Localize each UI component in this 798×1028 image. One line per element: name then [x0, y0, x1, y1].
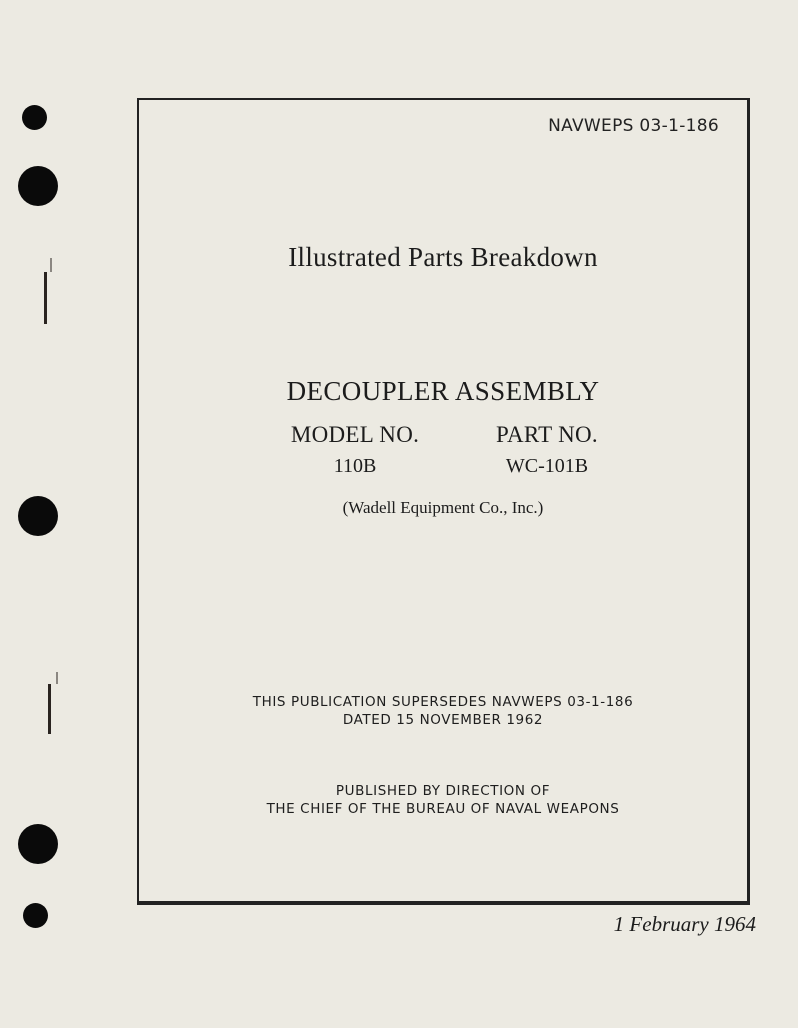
binder-hole-3: [18, 496, 58, 536]
part-number-header: PART NO.: [495, 422, 598, 447]
manufacturer-name: (Wadell Equipment Co., Inc.): [342, 498, 544, 517]
published-line-2: THE CHIEF OF THE BUREAU OF NAVAL WEAPONS: [266, 801, 620, 817]
binder-hole-2: [18, 166, 58, 206]
model-number-header: MODEL NO.: [290, 422, 420, 447]
supersedes-line-1: THIS PUBLICATION SUPERSEDES NAVWEPS 03-1-186: [252, 694, 634, 710]
publication-date: 1 February 1964: [613, 912, 756, 936]
margin-mark-1: [44, 272, 47, 324]
model-number-value: 110B: [333, 455, 377, 477]
margin-mark-4: [56, 672, 58, 684]
publication-number: NAVWEPS 03-1-186: [548, 116, 719, 136]
margin-mark-2: [50, 258, 52, 272]
published-line-1: PUBLISHED BY DIRECTION OF: [335, 783, 551, 799]
binder-hole-4: [18, 824, 58, 864]
part-number-value: WC-101B: [505, 455, 589, 477]
part-column: [477, 422, 617, 478]
supersedes-notice: [139, 693, 747, 729]
assembly-name: DECOUPLER ASSEMBLY: [286, 376, 600, 406]
binder-hole-1: [22, 105, 47, 130]
margin-mark-3: [48, 684, 51, 734]
document-title: Illustrated Parts Breakdown: [288, 242, 598, 272]
cover-frame: [137, 98, 750, 905]
supersedes-line-2: DATED 15 NOVEMBER 1962: [342, 712, 544, 728]
model-column: [285, 422, 425, 478]
published-notice: [139, 782, 747, 818]
binder-hole-5: [23, 903, 48, 928]
